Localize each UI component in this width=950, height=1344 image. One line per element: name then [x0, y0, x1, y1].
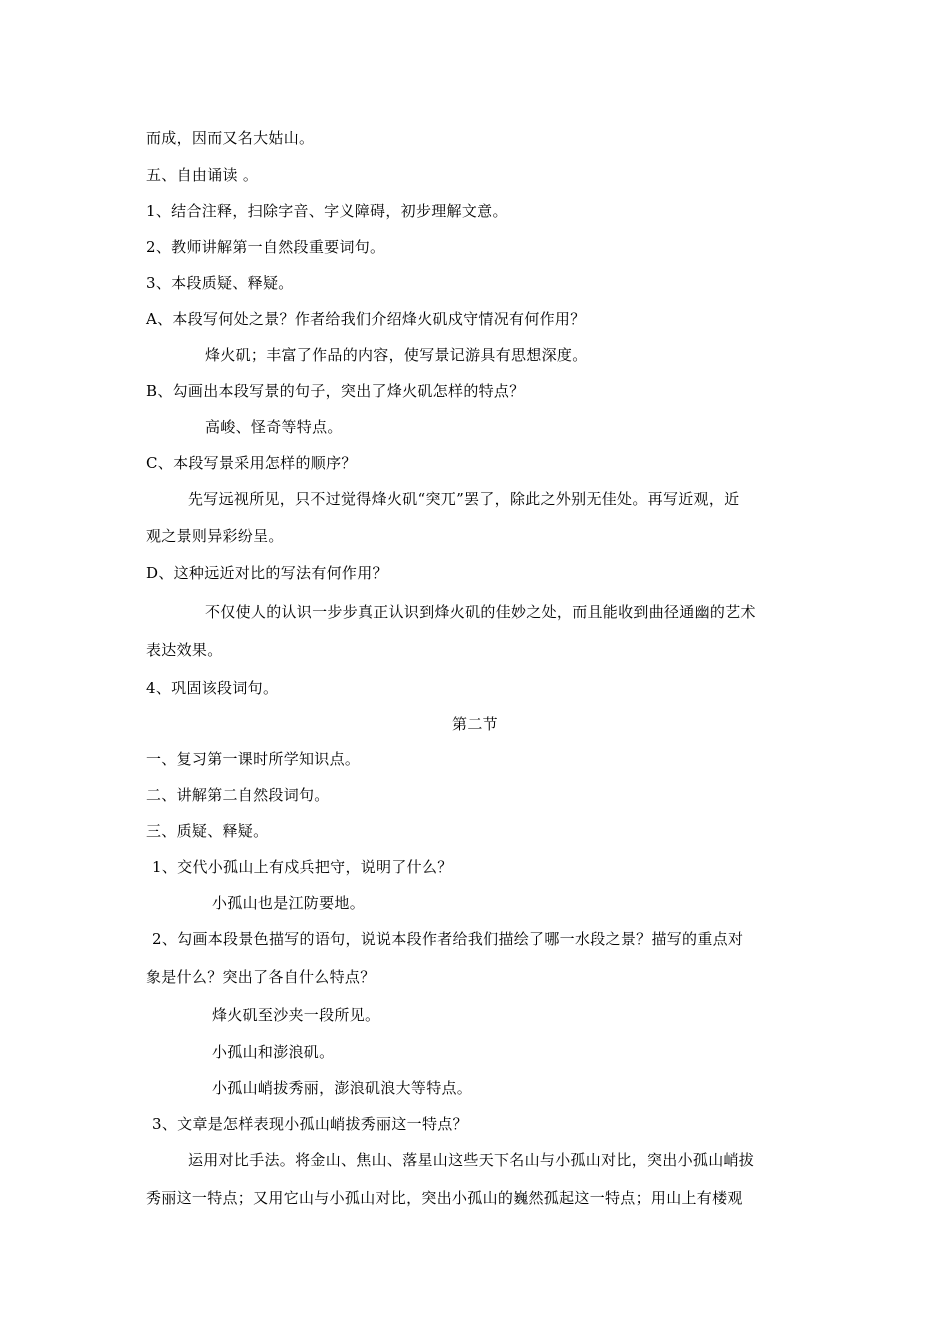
question: 2、勾画本段景色描写的语句，说说本段作者给我们描绘了哪一水段之景？描写的重点对 [152, 930, 744, 948]
section-heading: 三、质疑、释疑。 [146, 822, 269, 840]
section-heading: 五、自由诵读 。 [146, 166, 259, 184]
answer-continued: 秀丽这一特点；又用它山与小孤山对比，突出小孤山的巍然孤起这一特点；用山上有楼观 [146, 1189, 743, 1207]
list-item: 3、本段质疑、释疑。 [146, 274, 294, 292]
section-heading: 二、讲解第二自然段词句。 [146, 786, 330, 804]
list-item: 2、教师讲解第一自然段重要词句。 [146, 238, 386, 256]
question: B、勾画出本段写景的句子，突出了烽火矶怎样的特点？ [146, 382, 525, 400]
answer: 先写远视所见，只不过觉得烽火矶“突兀”罢了，除此之外别无佳处。再写近观，近 [188, 490, 740, 508]
answer: 小孤山和澎浪矶。 [212, 1043, 335, 1061]
question: 1、交代小孤山上有戍兵把守，说明了什么？ [152, 858, 453, 876]
answer: 烽火矶；丰富了作品的内容，使写景记游具有思想深度。 [205, 346, 588, 364]
text-line: 而成，因而又名大姑山。 [146, 129, 315, 147]
answer-continued: 观之景则异彩纷呈。 [146, 527, 284, 545]
answer: 小孤山也是江防要地。 [212, 894, 366, 912]
answer: 高峻、怪奇等特点。 [205, 418, 343, 436]
answer: 不仅使人的认识一步步真正认识到烽火矶的佳妙之处，而且能收到曲径通幽的艺术 [205, 603, 756, 621]
section-title: 第二节 [452, 715, 498, 733]
answer: 运用对比手法。将金山、焦山、落星山这些天下名山与小孤山对比，突出小孤山峭拔 [188, 1151, 755, 1169]
answer-continued: 表达效果。 [146, 641, 223, 659]
question: A、本段写何处之景？作者给我们介绍烽火矶戍守情况有何作用？ [146, 310, 586, 328]
answer: 小孤山峭拔秀丽，澎浪矶浪大等特点。 [212, 1079, 473, 1097]
list-item: 1、结合注释，扫除字音、字义障碍，初步理解文意。 [146, 202, 508, 220]
question: C、本段写景采用怎样的顺序？ [146, 454, 357, 472]
question: D、这种远近对比的写法有何作用？ [146, 564, 388, 582]
answer: 烽火矶至沙夹一段所见。 [212, 1006, 381, 1024]
section-heading: 一、复习第一课时所学知识点。 [146, 750, 361, 768]
question-continued: 象是什么？突出了各自什么特点？ [146, 968, 376, 986]
list-item: 4、巩固该段词句。 [146, 679, 279, 697]
question: 3、文章是怎样表现小孤山峭拔秀丽这一特点？ [152, 1115, 468, 1133]
